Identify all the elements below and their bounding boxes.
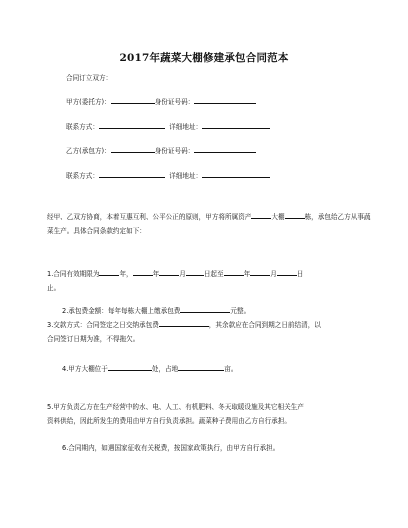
clause-1-year-2: 年 xyxy=(243,270,251,278)
clause-3-text-2: ，其余款应在合同到期之日前结清，以 xyxy=(208,321,321,329)
document-title: 2017年蔬菜大棚修建承包合同范本 xyxy=(119,52,289,64)
parties-intro: 合同订立双方： xyxy=(66,74,113,82)
preamble-text-2: 大棚 xyxy=(271,213,285,221)
start-month-blank xyxy=(159,269,179,276)
clause-6: 6.合同期内，如遇国家征收有关税费，按国家政策执行，由甲方自行承担。 xyxy=(62,444,280,452)
clause-1-day-1: 月 xyxy=(179,270,186,278)
clause-1-month-1: 年 xyxy=(152,270,160,278)
party-a-blank xyxy=(111,97,155,104)
clause-1 xyxy=(47,267,377,295)
greenhouse-count-blank xyxy=(285,212,305,219)
location-blank xyxy=(108,364,152,371)
start-year-blank xyxy=(133,269,153,276)
clause-1-year-1: 年， xyxy=(119,270,133,278)
clause-4-text: 4.甲方大棚位于 xyxy=(62,365,108,373)
end-day-blank xyxy=(277,269,297,276)
clause-2-end: 元整。 xyxy=(230,307,251,315)
clause-4 xyxy=(62,364,237,374)
term-years-blank xyxy=(99,269,119,276)
clause-5 xyxy=(47,400,377,428)
start-day-blank xyxy=(186,269,204,276)
preamble-paragraph xyxy=(47,210,377,238)
clause-1-from: 日起至 xyxy=(203,270,224,278)
payment-blank xyxy=(159,320,209,327)
party-a-address-label: 详细地址： xyxy=(169,123,203,131)
clause-1-text: 1.合同有效期限为 xyxy=(47,270,100,278)
party-a-phone-blank xyxy=(99,122,165,129)
asset-blank xyxy=(251,212,271,219)
party-b-row xyxy=(66,146,256,156)
fee-blank xyxy=(180,306,230,313)
party-a-id-blank xyxy=(194,97,256,104)
party-a-id-label: 身份证号码： xyxy=(154,98,195,106)
party-b-phone-blank xyxy=(99,171,165,178)
clause-1-day-2: 日 xyxy=(296,270,304,278)
clause-4-end: 亩。 xyxy=(224,365,238,373)
clause-3-text-3: 合同签订日期为准，不得拖欠。 xyxy=(47,335,140,343)
area-blank xyxy=(178,364,224,371)
party-b-blank xyxy=(111,146,155,153)
party-b-label: 乙方(承包方)： xyxy=(66,147,111,155)
clause-5-text-2: 资料供给，因此所发生的费用由甲方自行负责承担。蔬菜种子费用由乙方自行承担。 xyxy=(47,417,291,425)
clause-5-text: 5.甲方负责乙方在生产经营中的水、电、人工、有机肥料、冬天取暖设施及其它相关生产 xyxy=(47,403,304,411)
clause-1-end: 止。 xyxy=(47,284,61,292)
end-year-blank xyxy=(224,269,244,276)
party-a-phone-label: 联系方式： xyxy=(66,123,99,131)
preamble-text-1: 经甲、乙双方协商，本着互惠互利、公平公正的原则，甲方将所属资产 xyxy=(47,213,252,221)
clause-1-month-2: 月 xyxy=(270,270,277,278)
party-b-id-blank xyxy=(194,146,256,153)
end-month-blank xyxy=(250,269,270,276)
clause-2-text: 2.承包费金额：每年每栋大棚上缴承包费 xyxy=(62,307,181,315)
clause-3 xyxy=(47,318,377,346)
party-b-phone-label: 联系方式： xyxy=(66,172,99,180)
party-b-address-label: 详细地址： xyxy=(169,172,203,180)
preamble-text-3: 栋，承包给乙方从事蔬菜生产。具体合同条款约定如下： xyxy=(47,213,371,235)
party-b-id-label: 身份证号码： xyxy=(154,147,195,155)
party-b-contact-row xyxy=(66,171,270,181)
clause-4-text-2: 处，占地 xyxy=(151,365,179,373)
party-a-contact-row xyxy=(66,122,270,132)
party-a-label: 甲方(委托方)： xyxy=(66,98,111,106)
clause-2 xyxy=(62,306,250,316)
party-b-address-blank xyxy=(202,171,270,178)
party-a-row xyxy=(66,97,256,107)
party-a-address-blank xyxy=(202,122,270,129)
clause-3-text: 3.交款方式：合同签定之日交纳承包费 xyxy=(47,321,159,329)
